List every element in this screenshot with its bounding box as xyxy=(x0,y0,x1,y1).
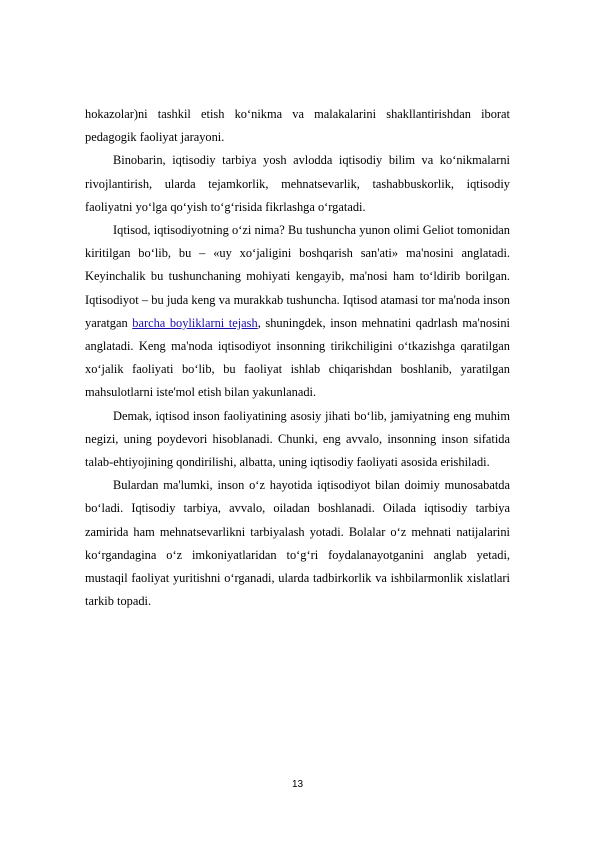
paragraph-iqtisod-part1: Iqtisod, iqtisodiyotning o‘zi nima? Bu tushuncha yunon olimi Geliot tomonidan kiritilgan bo‘lib, bu – «uy xo‘jaligini boshqarish san'ati» ma'nosini anglatadi. Keyinchalik bu tushunchaning mohiyati kengayib, ma'nosi ham to‘ldirib borilgan. Iqtisodiyot – bu juda keng va murakkab tushuncha. Iqtisod atamasi tor ma'noda inson yaratgan xyxy=(85,223,510,330)
paragraph-iqtisod xyxy=(85,219,510,405)
paragraph-binobarin: Binobarin, iqtisodiy tarbiya yosh avlodda iqtisodiy bilim va ko‘nikmalarni rivojlantirish, ularda tejamkorlik, mehnatsevarlik, tashabbuskorlik, iqtisodiy faoliyatni yo‘lga qo‘yish to‘g‘risida fikrlashga o‘rgatadi. xyxy=(85,153,510,214)
page-number: 13 xyxy=(291,779,304,790)
paragraph-bulardan: Bulardan ma'lumki, inson o‘z hayotida iqtisodiyot bilan doimiy munosabatda bo‘ladi. Iqtisodiy tarbiya, avvalo, oiladan boshlanadi. Oilada iqtisodiy tarbiya zamirida ham mehnatsevarlikni tarbiyalash yotadi. Bolalar o‘z mehnati natijalarini ko‘rgandagina o‘z imkoniyatlaridan to‘g‘ri foydalanayotganini anglab yetadi, mustaqil faoliyat yuritishni o‘rganadi, ularda tadbirkorlik va ishbilarmonlik xislatlari tarkib topadi. xyxy=(85,478,510,609)
paragraph-demak: Demak, iqtisod inson faoliyatining asosiy jihati bo‘lib, jamiyatning eng muhim negizi, uning poydevori hisoblanadi. Chunki, eng avvalo, insonning inson sifatida talab-ehtiyojining qondirilishi, albatta, uning iqtisodiy faoliyati asosida erishiladi. xyxy=(85,408,510,470)
boyliklar-link[interactable]: barcha boyliklarni tejash xyxy=(132,315,258,330)
paragraph-iqtisod-part2: , shuningdek, inson mehnatini qadrlash ma'nosini anglatadi. Keng ma'noda iqtisodiyot insonning tirikchiligini o‘tkazishga qaratilgan xo‘jalik faoliyati bo‘lib, bu faoliyat ishlab chiqarishdan boshlanib, yaratilgan mahsulotlarni iste'mol etish bilan yakunlanadi. xyxy=(85,315,510,400)
body-text xyxy=(85,103,510,613)
paragraph-continuation: hokazolar)ni tashkil etish ko‘nikma va malakalarini shakllantirishdan iborat pedagogik faoliyat jarayoni. xyxy=(85,107,510,145)
